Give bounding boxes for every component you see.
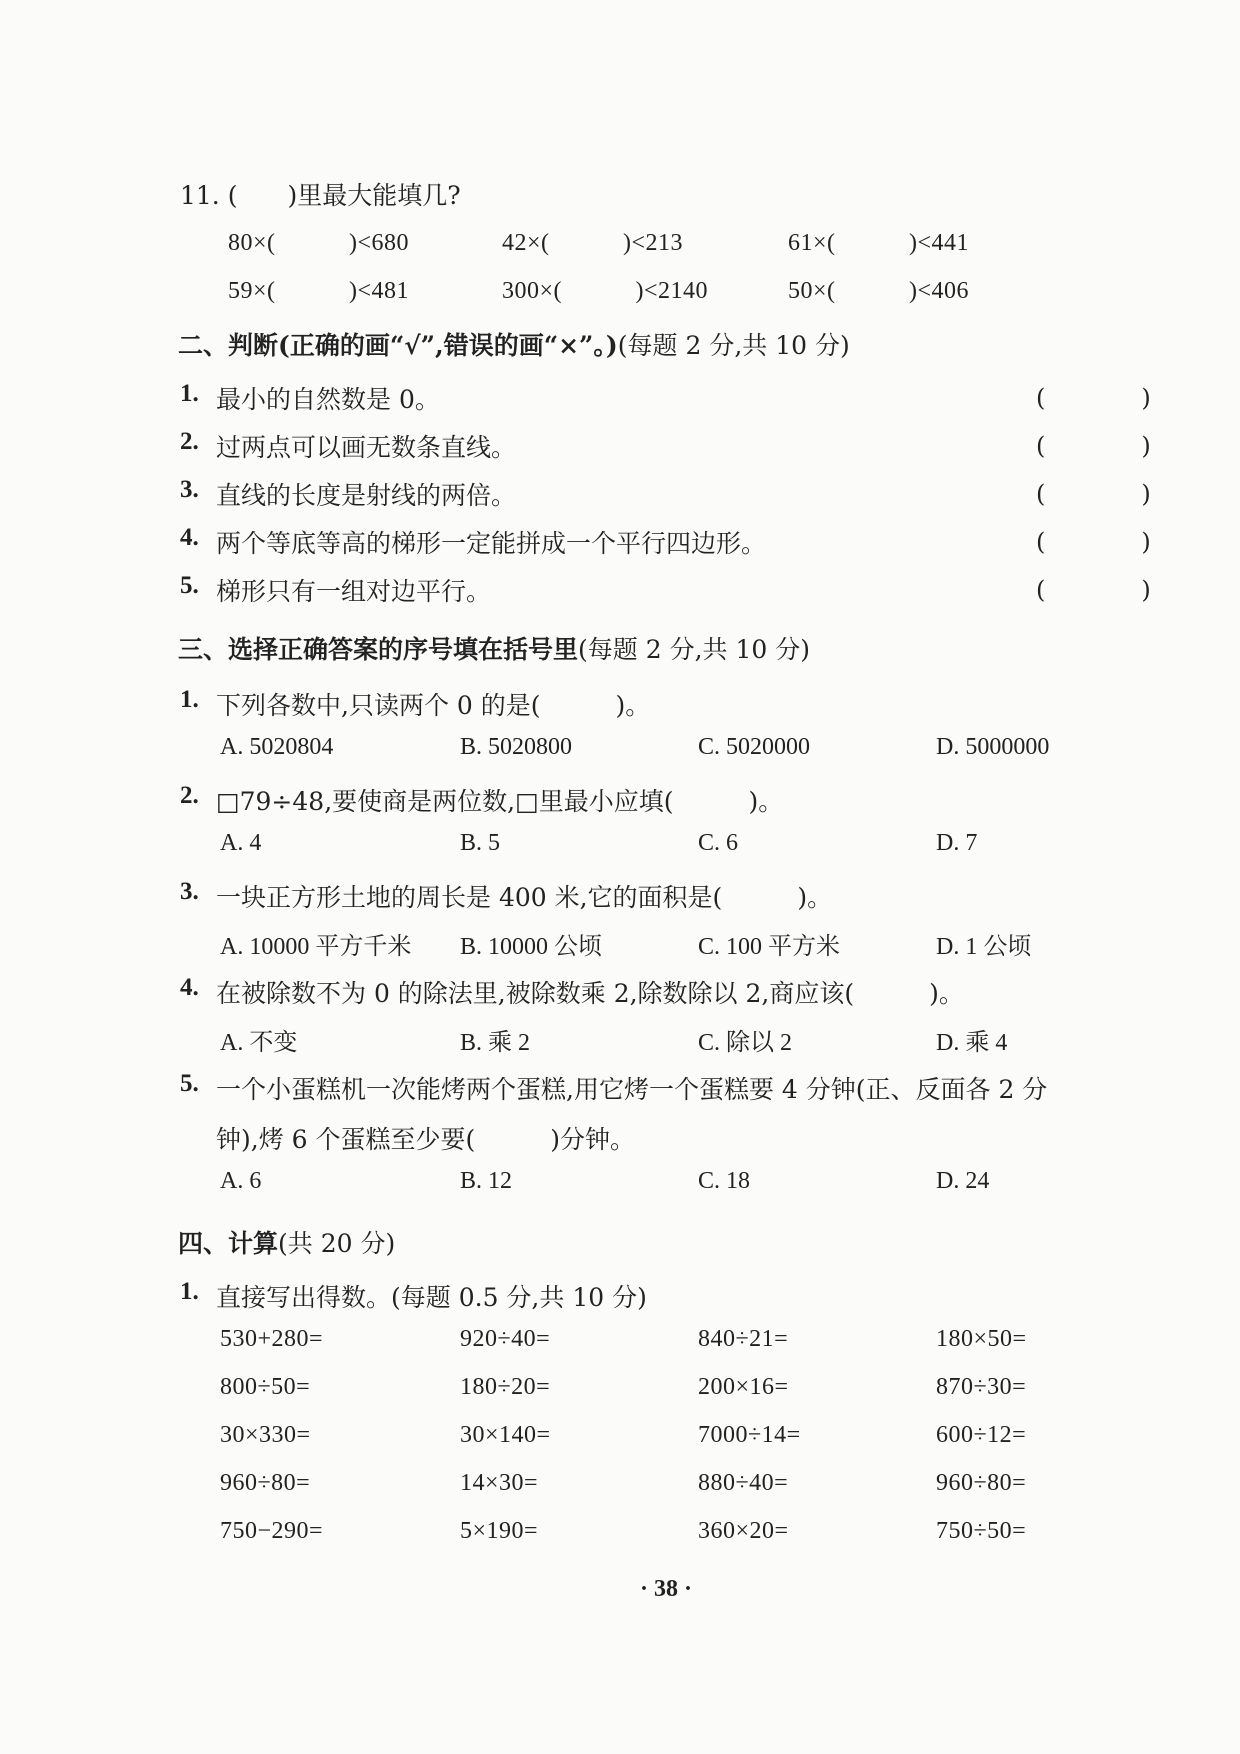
q11-title: 11. ( )里最大能填几? xyxy=(180,181,461,210)
calc-item: 960÷80= xyxy=(936,1470,1027,1496)
q11-item: 50×( )<406 xyxy=(788,278,970,304)
judge-item-text: 两个等底等高的梯形一定能拼成一个平行四边形。 xyxy=(216,529,767,558)
choice-option: D. 7 xyxy=(936,830,978,856)
choice-option: B. 12 xyxy=(460,1168,513,1194)
page-number: · 38 · xyxy=(640,1576,693,1602)
calc-item: 5×190= xyxy=(460,1518,539,1544)
choice-option: C. 5020000 xyxy=(698,734,811,760)
choice-option: C. 6 xyxy=(698,830,739,856)
choice-option: D. 5000000 xyxy=(936,734,1050,760)
choice-question: 一个小蛋糕机一次能烤两个蛋糕,用它烤一个蛋糕要 4 分钟(正、反面各 2 分 xyxy=(216,1075,1048,1104)
calc-item: 180×50= xyxy=(936,1326,1027,1352)
choice-option: B. 5 xyxy=(460,830,501,856)
item-number: 4. xyxy=(180,974,199,1001)
calc-item: 870÷30= xyxy=(936,1374,1027,1400)
choice-question: 下列各数中,只读两个 0 的是( )。 xyxy=(216,691,651,720)
section-heading-choice xyxy=(178,630,810,666)
answer-paren[interactable]: ( ) xyxy=(1036,384,1151,412)
section-note: (共 20 分) xyxy=(278,1229,396,1258)
choice-option: D. 24 xyxy=(936,1168,990,1194)
item-number: 2. xyxy=(180,428,199,455)
calc-item: 360×20= xyxy=(698,1518,789,1544)
choice-option: A. 6 xyxy=(220,1168,262,1194)
calc-item: 530+280= xyxy=(220,1326,324,1352)
q11-item: 300×( )<2140 xyxy=(502,278,709,304)
calc-item: 30×140= xyxy=(460,1422,551,1448)
choice-question: 在被除数不为 0 的除法里,被除数乘 2,除数除以 2,商应该( )。 xyxy=(216,979,964,1008)
judge-item-text: 最小的自然数是 0。 xyxy=(216,385,440,414)
choice-option: B. 乘 2 xyxy=(460,1030,531,1056)
calc-item: 7000÷14= xyxy=(698,1422,801,1448)
calc-item: 840÷21= xyxy=(698,1326,789,1352)
answer-paren[interactable]: ( ) xyxy=(1036,528,1151,556)
q11-item: 59×( )<481 xyxy=(228,278,410,304)
choice-question: □79÷48,要使商是两位数,□里最小应填( )。 xyxy=(216,787,784,816)
choice-option: B. 10000 公顷 xyxy=(460,934,603,960)
answer-paren[interactable]: ( ) xyxy=(1036,576,1151,604)
section-title: 三、选择正确答案的序号填在括号里 xyxy=(178,635,579,664)
calc-item: 180÷20= xyxy=(460,1374,551,1400)
choice-option: C. 18 xyxy=(698,1168,751,1194)
choice-option: A. 不变 xyxy=(220,1030,298,1056)
calc-item: 30×330= xyxy=(220,1422,311,1448)
item-number: 3. xyxy=(180,878,199,905)
calc-item: 800÷50= xyxy=(220,1374,311,1400)
section-note: (每题 2 分,共 10 分) xyxy=(578,635,810,664)
section-heading-judge xyxy=(178,326,850,362)
item-number: 1. xyxy=(180,1278,199,1305)
item-number: 1. xyxy=(180,380,199,407)
choice-option: C. 100 平方米 xyxy=(698,934,841,960)
section-title: 二、判断(正确的画“√”,错误的画“×”。) xyxy=(178,331,618,360)
choice-option: D. 乘 4 xyxy=(936,1030,1008,1056)
calc-subheading xyxy=(216,1278,647,1314)
judge-item-text: 过两点可以画无数条直线。 xyxy=(216,433,517,462)
calc-item: 200×16= xyxy=(698,1374,789,1400)
section-title: 四、计算 xyxy=(178,1229,279,1258)
item-number: 2. xyxy=(180,782,199,809)
calc-subheading-text: 直接写出得数。 xyxy=(216,1283,392,1312)
choice-option: A. 5020804 xyxy=(220,734,334,760)
answer-paren[interactable]: ( ) xyxy=(1036,432,1151,460)
calc-item: 960÷80= xyxy=(220,1470,311,1496)
choice-option: A. 4 xyxy=(220,830,262,856)
item-number: 1. xyxy=(180,686,199,713)
q11-item: 61×( )<441 xyxy=(788,230,970,256)
judge-item-text: 梯形只有一组对边平行。 xyxy=(216,577,492,606)
item-number: 5. xyxy=(180,1070,199,1097)
q11-item: 80×( )<680 xyxy=(228,230,410,256)
calc-subheading-note: (每题 0.5 分,共 10 分) xyxy=(391,1283,647,1312)
answer-paren[interactable]: ( ) xyxy=(1036,480,1151,508)
calc-item: 750÷50= xyxy=(936,1518,1027,1544)
choice-question-continued: 钟),烤 6 个蛋糕至少要( )分钟。 xyxy=(216,1125,636,1154)
section-heading-calc xyxy=(178,1224,395,1260)
item-number: 5. xyxy=(180,572,199,599)
item-number: 4. xyxy=(180,524,199,551)
calc-item: 14×30= xyxy=(460,1470,539,1496)
choice-question: 一块正方形土地的周长是 400 米,它的面积是( )。 xyxy=(216,883,833,912)
item-number: 3. xyxy=(180,476,199,503)
choice-option: B. 5020800 xyxy=(460,734,573,760)
section-note: (每题 2 分,共 10 分) xyxy=(617,331,850,360)
calc-item: 880÷40= xyxy=(698,1470,789,1496)
calc-item: 920÷40= xyxy=(460,1326,551,1352)
judge-item-text: 直线的长度是射线的两倍。 xyxy=(216,481,517,510)
choice-option: D. 1 公顷 xyxy=(936,934,1032,960)
q11-item: 42×( )<213 xyxy=(502,230,684,256)
calc-item: 600÷12= xyxy=(936,1422,1027,1448)
choice-option: A. 10000 平方千米 xyxy=(220,934,412,960)
choice-option: C. 除以 2 xyxy=(698,1030,793,1056)
calc-item: 750−290= xyxy=(220,1518,324,1544)
